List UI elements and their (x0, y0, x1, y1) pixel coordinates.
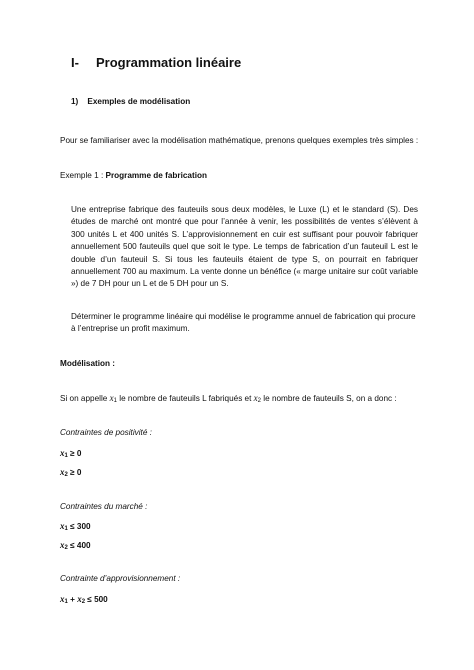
intro-text: Pour se familiariser avec la modélisation mathématique, prenons quelques exemples très simples : (60, 136, 419, 145)
example-question: Déterminer le programme linéaire qui modélise le programme annuel de fabrication qui procure à l’entreprise un profit maximum. (71, 312, 416, 334)
example-heading (60, 171, 207, 180)
constraint-sub: 1 (64, 453, 68, 459)
setup-text-3: le nombre de fauteuils S, on a donc : (261, 394, 397, 403)
constraint-group-title: Contraintes du marché : (60, 502, 148, 511)
constraint-sub: 1 (64, 599, 68, 605)
setup-text-1: Si on appelle (60, 394, 110, 403)
constraint-group-title: Contraintes de positivité : (60, 428, 152, 437)
constraint-rel: ≤ 400 (67, 541, 91, 550)
example-title: Programme de fabrication (105, 171, 207, 180)
constraint-var: x (60, 448, 65, 458)
variable-x2-subscript: 2 (257, 398, 262, 404)
constraint-var: x (77, 594, 82, 604)
modelisation-heading: Modélisation : (60, 359, 116, 368)
constraint-group-title: Contrainte d’approvisionnement : (60, 574, 181, 583)
constraint-plus: + (67, 595, 78, 604)
constraint-var: x (60, 521, 65, 531)
variable-x1: x (109, 393, 114, 403)
constraint-inequality (60, 540, 91, 551)
constraint-sub: 2 (81, 599, 86, 605)
constraint-var: x (60, 540, 65, 550)
constraint-sub: 2 (64, 472, 68, 478)
setup-text-2: le nombre de fauteuils L fabriqués et (116, 394, 254, 403)
constraint-rel: ≤ 500 (85, 595, 108, 604)
constraint-rel: ≥ 0 (67, 468, 82, 477)
constraint-rel: ≤ 300 (67, 522, 91, 531)
constraint-sub: 2 (64, 545, 68, 551)
example-paragraph: Une entreprise fabrique des fauteuils sous deux modèles, le Luxe (L) et le standard (S). Des études de marché ont montré que pour l’année à venir, les possibilités de ventes s’élèvent à 300 unités L et 400 unités S. L’approvisionnement en cuir est suffisant pour pouvoir fabriquer annuellement 500 fauteuils quel que soit le type. Le temps de fabrication d’un fauteuil L est le double d’un fauteuil S. Si tous les fauteuils étaient de type S, on pourrait en fabriquer annuellement 700 au maximum. La vente donne un bénéfice (« marge unitaire sur coût variable ») de 7 DH pour un L et de 5 DH pour un S. (71, 205, 418, 289)
constraint-var: x (60, 467, 65, 477)
variable-x2: x (253, 393, 258, 403)
section-number: I- (71, 55, 79, 70)
constraint-inequality (60, 467, 81, 478)
constraint-sub: 1 (64, 526, 68, 532)
example-label: Exemple 1 : (60, 171, 106, 180)
subsection-title: 1) Exemples de modélisation (71, 97, 191, 106)
constraint-var: x (60, 594, 65, 604)
variable-definition (60, 393, 397, 404)
constraint-rel: ≥ 0 (67, 449, 82, 458)
constraint-inequality (60, 448, 81, 459)
variable-x1-subscript: 1 (113, 398, 117, 404)
constraint-inequality (60, 521, 91, 532)
constraint-inequality (60, 594, 108, 605)
section-title: Programmation linéaire (96, 55, 242, 70)
